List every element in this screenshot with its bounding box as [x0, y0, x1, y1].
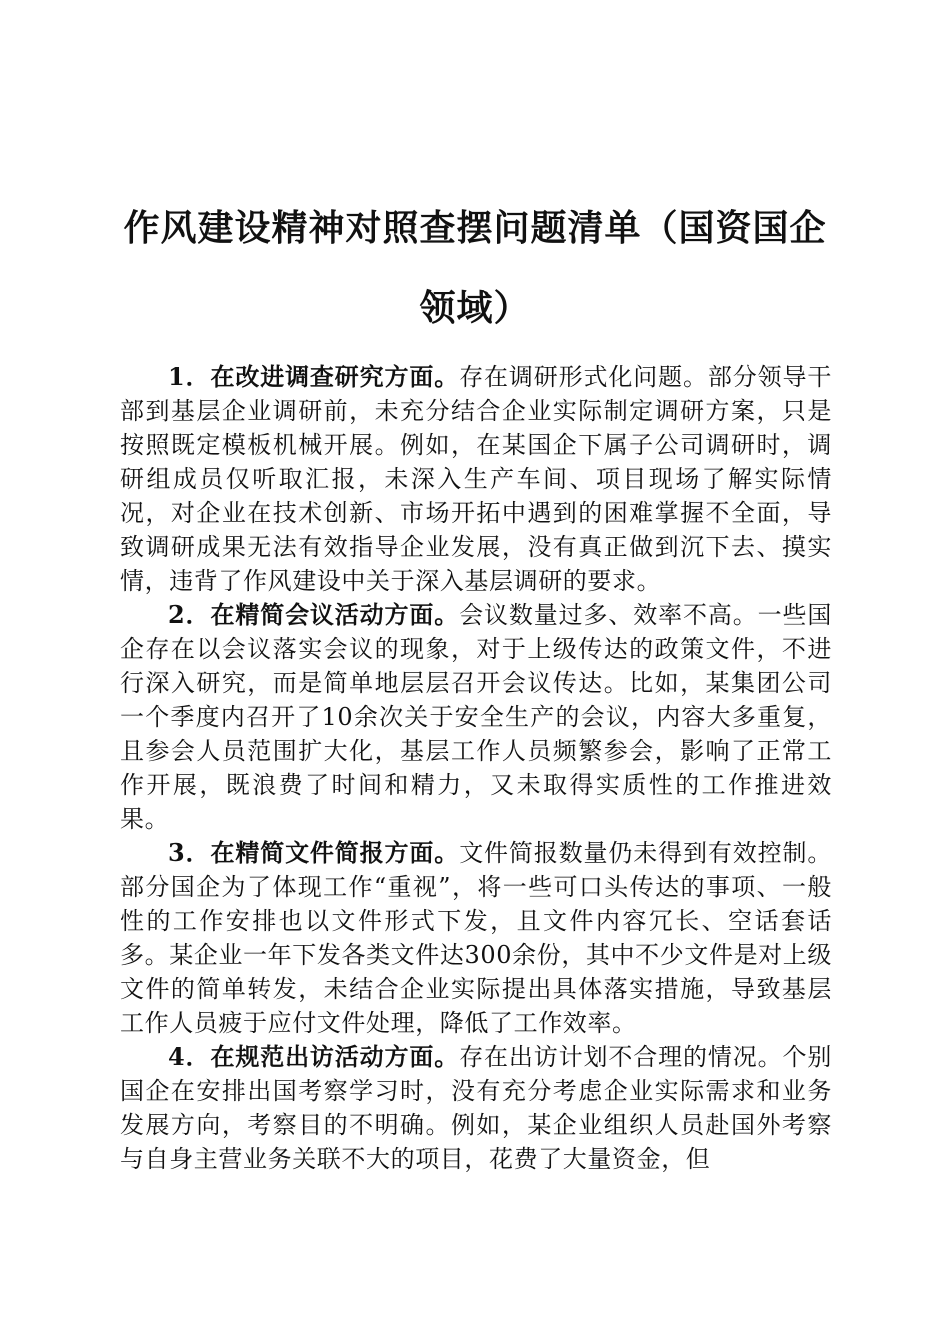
paragraph-text: 存在调研形式化问题。部分领导干部到基层企业调研前，未充分结合企业实际制定调研方案，只是按照既定模板机械开展。例如，在某国企下属子公司调研时，调研组成员仅听取汇报，未深入生产车间、项目现场了解实际情况，对企业在技术创新、市场开拓中遇到的困难掌握不全面，导致调研成果无法有效指导企业发展，没有真正做到沉下去、摸实情，违背了作风建设中关于深入基层调研的要求。 — [120, 363, 833, 595]
paragraph-heading: 2．在精简会议活动方面。 — [168, 600, 460, 629]
paragraph-documents-briefings — [120, 836, 832, 1040]
paragraph-heading: 1．在改进调查研究方面。 — [168, 362, 460, 391]
paragraph-overseas-visits — [120, 1040, 832, 1176]
document-title: 作风建设精神对照查摆问题清单（国资国企领域） — [123, 207, 827, 329]
paragraph-investigation-research — [120, 360, 832, 598]
document-body — [120, 360, 832, 1176]
paragraph-text: 存在出访计划不合理的情况。个别国企在安排出国考察学习时，没有充分考虑企业实际需求和业务发展方向，考察目的不明确。例如，某企业组织人员赴国外考察与自身主营业务关联不大的项目，花费了大量资金，但 — [120, 1043, 833, 1173]
paragraph-meetings — [120, 598, 832, 836]
paragraph-text: 会议数量过多、效率不高。一些国企存在以会议落实会议的现象，对于上级传达的政策文件，不进行深入研究，而是简单地层层召开会议传达。比如，某集团公司一个季度内召开了10余次关于安全生产的会议，内容大多重复，且参会人员范围扩大化，基层工作人员频繁参会，影响了正常工作开展，既浪费了时间和精力，又未取得实质性的工作推进效果。 — [120, 601, 833, 833]
paragraph-heading: 4．在规范出访活动方面。 — [168, 1042, 460, 1071]
paragraph-text: 文件简报数量仍未得到有效控制。部分国企为了体现工作“重视”，将一些可口头传达的事项、一般性的工作安排也以文件形式下发，且文件内容冗长、空话套话多。某企业一年下发各类文件达300余份，其中不少文件是对上级文件的简单转发，未结合企业实际提出具体落实措施，导致基层工作人员疲于应付文件处理，降低了工作效率。 — [120, 839, 833, 1037]
paragraph-heading: 3．在精简文件简报方面。 — [168, 838, 460, 867]
